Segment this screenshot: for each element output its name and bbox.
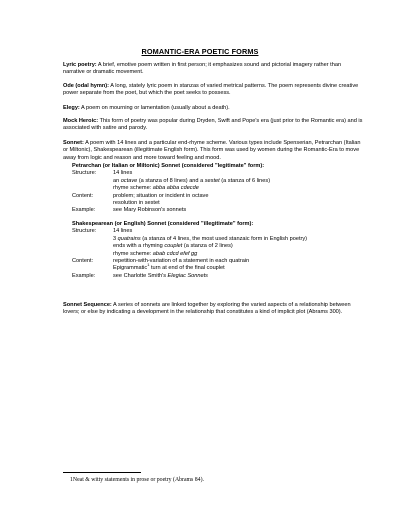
example-label: Example: [72,272,96,279]
sonnet-term: Sonnet: [63,140,84,146]
ode-definition: A long, stately lyric poem in stanzas of varied metrical patterns. The poem represents divine creative power separate from the poet, but which the poet seeks to possess. [63,83,359,97]
rhyme-scheme [113,185,362,192]
elegy-definition: A poem on mourning or lamentation (usually about a death). [79,105,230,111]
spacer [72,243,113,250]
petrarchan-rhyme-row [72,185,362,192]
petrarchan-section [72,163,362,215]
work-title: Elegiac Sonnets [167,272,208,279]
mock-heroic-entry [63,118,363,133]
text-fragment: (a stanza of 8 lines) and a [137,177,205,184]
mock-heroic-term: Mock Heroic: [63,118,99,124]
lyric-definition: A brief, emotive poem written in first person; it emphasizes sound and pictorial imagery rather than narrative or dramatic movement. [63,62,342,76]
term-octave: octave [120,177,138,184]
content-label: Content: [72,192,94,199]
petrarchan-content-row [72,193,362,200]
structure-value: 14 lines [113,170,133,177]
lyric-term: Lyric poetry: [63,62,97,68]
structure-value-2 [113,236,362,243]
text-fragment: see Charlotte Smith's [113,272,168,279]
text-fragment: ends with a rhyming [113,243,165,250]
content-value-2: resolution in sestet [113,200,160,207]
ode-entry [63,83,363,98]
footnote-marker: 1 [147,262,150,268]
shakespearean-structure-row-2 [72,236,362,243]
shakespearean-section [72,221,362,280]
example-value: see Mary Robinson's sonnets [113,207,187,214]
spacer [72,200,113,207]
structure-label: Structure: [72,170,97,177]
rhyme-scheme [113,251,362,258]
petrarchan-example-row [72,207,362,214]
shakespearean-structure-row [72,228,362,235]
mock-heroic-definition: This form of poetry was popular during Dryden, Swift and Pope's era (just prior to the Romantic era) and is associated with satire and parody. [63,118,363,132]
example-value [113,273,362,280]
structure-value: 14 lines [113,228,133,235]
term-sestet: sestet [204,177,220,184]
text-fragment: 3 [113,235,118,242]
structure-value-2 [113,178,362,185]
ode-term: Ode (odal hymn): [63,83,109,89]
text-fragment: rhyme scheme: [113,250,153,257]
text-fragment: an [113,177,121,184]
sonnet-sequence-entry [63,302,363,317]
rhyme-pattern: abab cdcd efef gg [152,250,198,257]
sonnet-sequence-term: Sonnet Sequence: [63,302,112,308]
text-fragment: Epigrammatic [113,265,148,272]
lyric-poetry-entry [63,62,363,77]
sonnet-sequence-definition: A series of sonnets are linked together by exploring the varied aspects of a relationship between lovers; or else by indicating a development in the relationship that constitutes a kind of implicit plot (Abrams 300). [63,302,351,316]
term-couplet: couplet [164,243,183,250]
footnote: 1Neat & witty statements in prose or poetry (Abrams 84). [70,477,204,483]
spacer [72,185,113,192]
content-label: Content: [72,258,94,265]
shakespearean-rhyme-row [72,251,362,258]
example-label: Example: [72,207,96,214]
sonnet-definition: A poem with 14 lines and a particular end-rhyme scheme. Various types include Spenserian, Petrarchan (Italian or Miltonic), Shakespearean (illegitimate English form). This form was used by women during the Romantic-Era to move away from logic and reason and more toward feeling and mood. [63,140,361,161]
shakespearean-heading: Shakespearean (or English) Sonnet (considered "illegitimate" form): [72,221,254,227]
shakespearean-structure-row-3 [72,243,362,250]
spacer [72,178,113,185]
sonnet-entry [63,140,363,162]
term-quatrains: quatrains [117,235,141,242]
structure-label: Structure: [72,228,97,235]
spacer [72,236,113,243]
footnote-divider [63,472,141,473]
petrarchan-structure-row-2 [72,178,362,185]
elegy-term: Elegy: [63,105,80,111]
content-value-2 [113,262,362,272]
text-fragment: (a stanza of 4 lines, the most used stanzaic form in English poetry) [140,235,308,242]
text-fragment: (a stanza of 2 lines) [182,243,233,250]
rhyme-pattern: abba abba cdecde [152,185,199,192]
shakespearean-content-row-2 [72,262,362,272]
petrarchan-structure-row [72,170,362,177]
elegy-entry [63,105,363,112]
text-fragment: turn at end of the final couplet [149,265,225,272]
shakespearean-example-row [72,273,362,280]
spacer [72,265,113,272]
content-value: repetition-with-variation of a statement in each quatrain [113,258,250,265]
petrarchan-heading: Petrarchan (or Italian or Miltonic) Sonnet (considered "legitimate" form): [72,163,265,169]
content-value: problem; situation or incident in octave [113,192,209,199]
text-fragment: rhyme scheme: [113,185,153,192]
spacer [72,251,113,258]
text-fragment: (a stanza of 6 lines) [219,177,271,184]
structure-value-3 [113,243,362,250]
page-title: ROMANTIC-ERA POETIC FORMS [141,47,259,56]
petrarchan-content-row-2 [72,200,362,207]
